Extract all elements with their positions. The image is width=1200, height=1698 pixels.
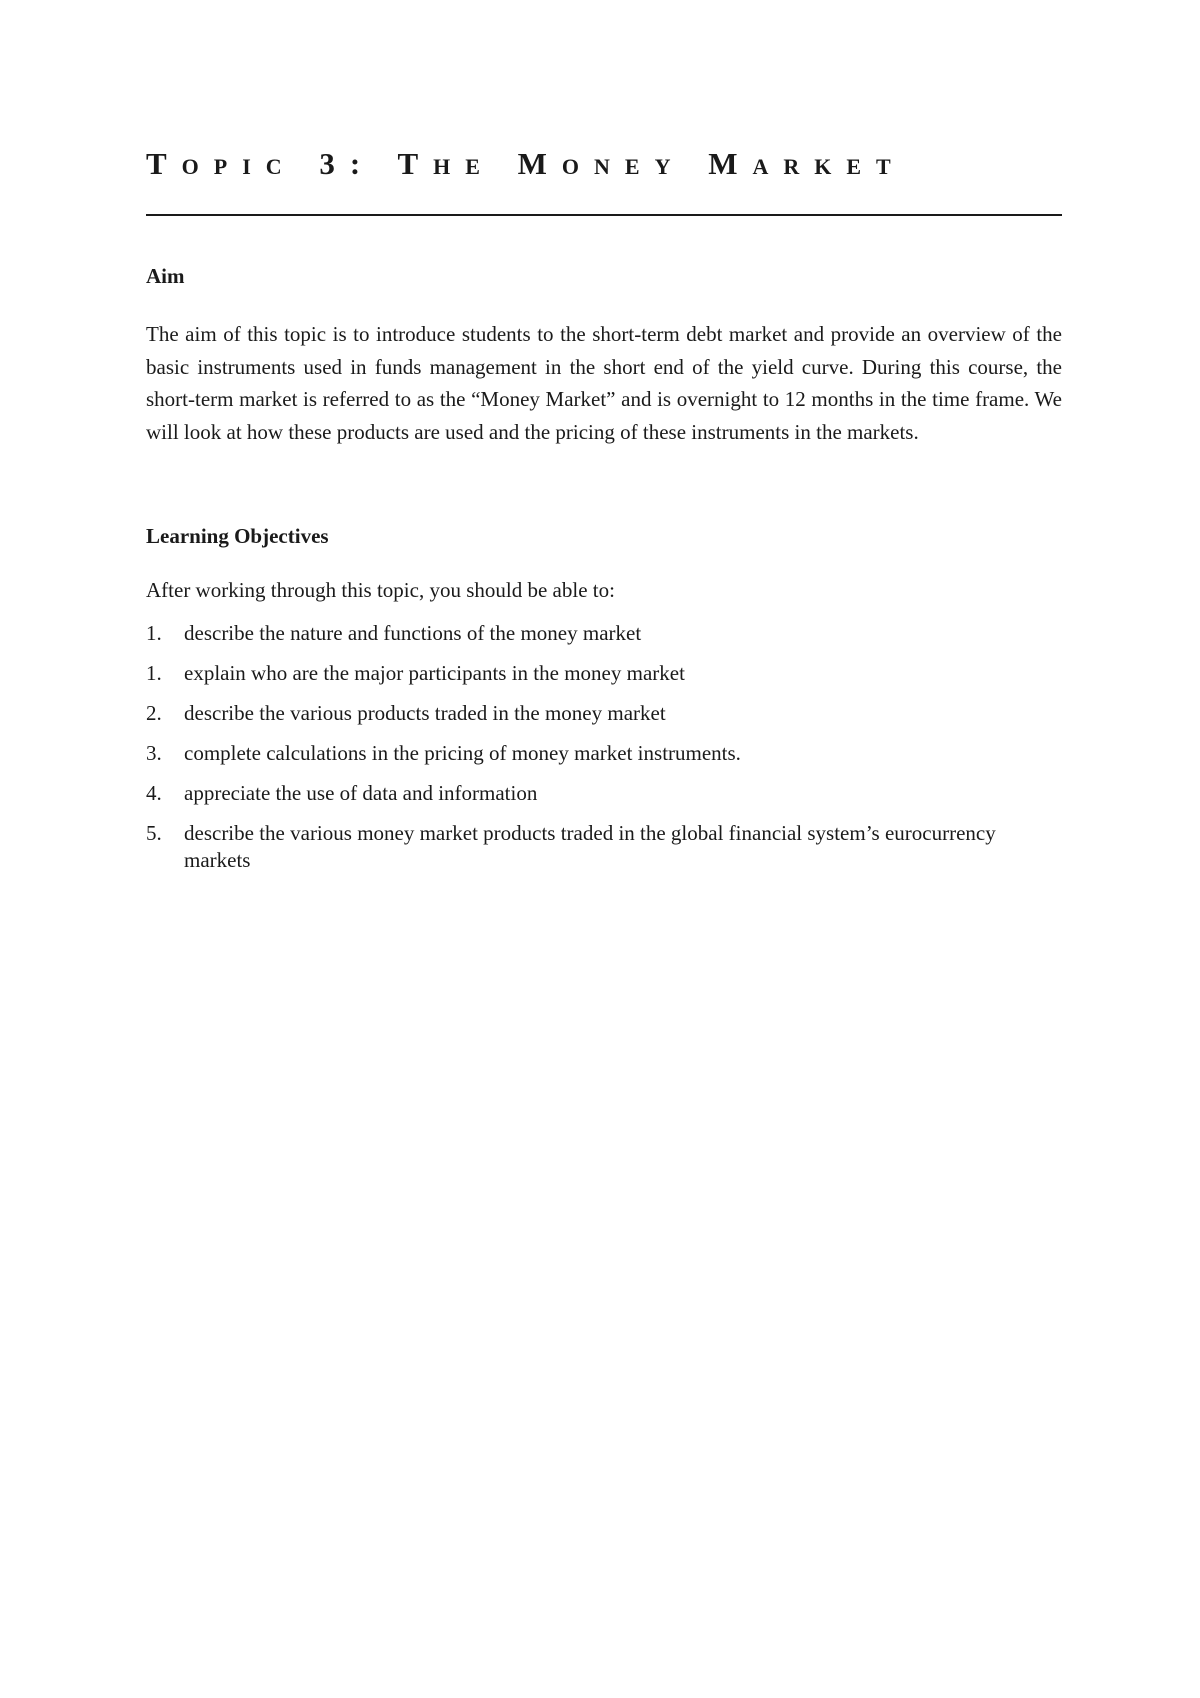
list-item [146, 700, 1062, 727]
learning-objectives-list [146, 620, 1062, 887]
topic-title: Topic 3: The Money Market [146, 146, 906, 181]
list-item-text: appreciate the use of data and information [184, 781, 538, 805]
list-item [146, 780, 1062, 807]
list-item-text: complete calculations in the pricing of money market instruments. [184, 741, 741, 765]
list-item-number: 2. [146, 701, 162, 725]
list-item-text: explain who are the major participants in the money market [184, 661, 685, 685]
list-item [146, 820, 1062, 874]
list-item-number: 5. [146, 821, 162, 845]
list-item-text: describe the various products traded in the money market [184, 701, 666, 725]
aim-paragraph: The aim of this topic is to introduce students to the short-term debt market and provide an overview of the basic instruments used in funds management in the short end of the yield curve. During this course, the short-term market is referred to as the “Money Market” and is overnight to 12 months in the time frame. We will look at how these products are used and the pricing of these instruments in the markets. [146, 322, 1062, 444]
list-item-text: describe the various money market products traded in the global financial system’s eurocurrency markets [184, 821, 996, 872]
aim-heading: Aim [146, 264, 185, 288]
list-item-number: 3. [146, 741, 162, 765]
list-item-number: 1. [146, 661, 162, 685]
title-divider [146, 214, 1062, 216]
learning-objectives-heading: Learning Objectives [146, 524, 329, 548]
list-item-text: describe the nature and functions of the money market [184, 621, 642, 645]
list-item [146, 620, 1062, 647]
list-item-number: 1. [146, 621, 162, 645]
list-item [146, 660, 1062, 687]
list-item [146, 740, 1062, 767]
list-item-number: 4. [146, 781, 162, 805]
learning-objectives-intro: After working through this topic, you should be able to: [146, 578, 615, 602]
